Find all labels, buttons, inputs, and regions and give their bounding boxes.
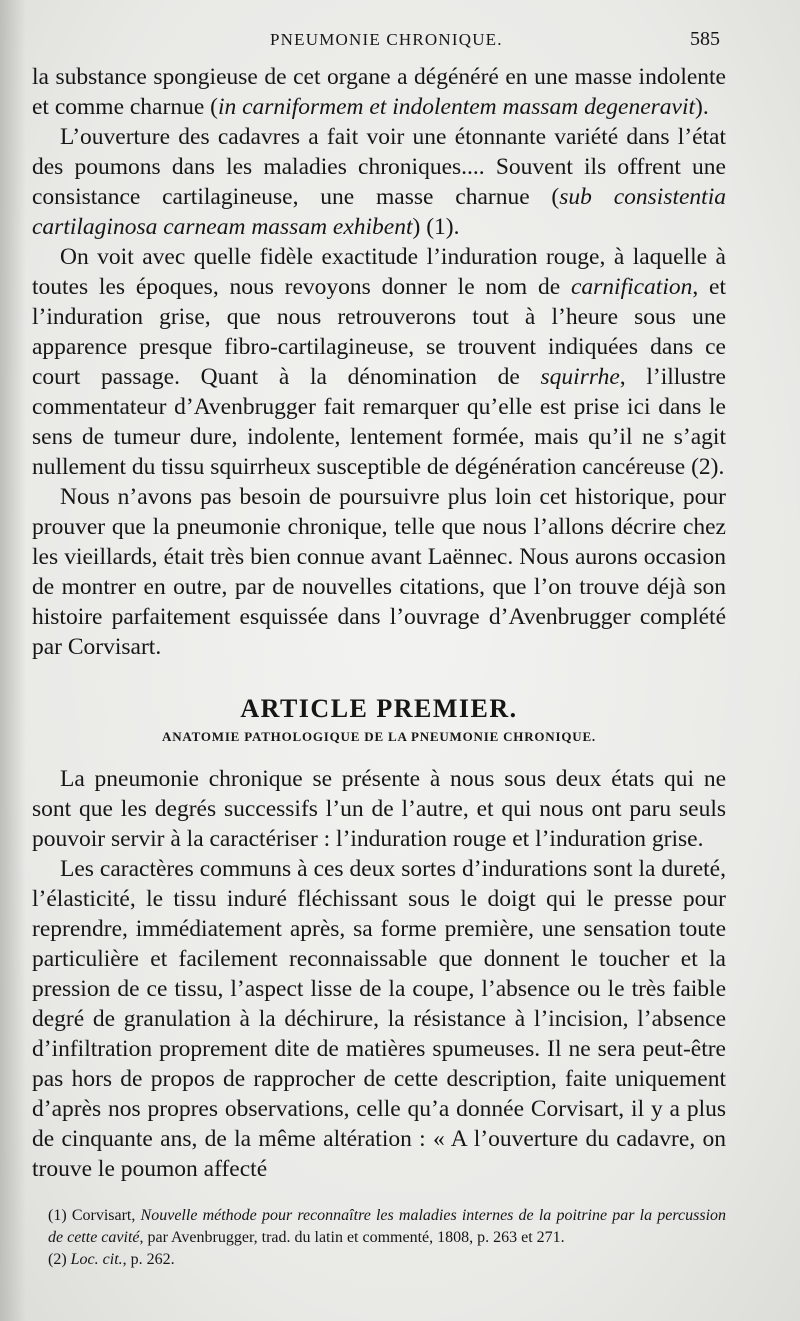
footnote-text: , p. 262. (122, 1251, 175, 1268)
running-head (270, 30, 720, 56)
article-heading: ARTICLE PREMIER. (240, 694, 518, 723)
footnote-title: Nouvelle méthode pour reconnaître les maladies internes de la poitrine par la percussion de cette cavité (48, 1207, 727, 1246)
footnotes (48, 1205, 726, 1271)
paragraph-5: La pneumonie chronique se présente à nous sous deux états qui ne sont que les degrés successifs l’un de l’autre, et qui nous ont paru seuls pouvoir servir à la caractériser : l’induration rouge et l’induration grise. (32, 766, 726, 852)
paragraph-3 (32, 242, 726, 482)
page-gutter-shadow (0, 0, 26, 1321)
paragraph-1 (32, 62, 726, 122)
footnote-marker: (2) (48, 1251, 71, 1268)
body-text (32, 62, 726, 1184)
text-run: la substance spongieuse de cet organe a dégénéré en une masse indolente et comme charnue ( (32, 64, 726, 120)
italic-term: squirrhe (540, 364, 620, 390)
latin-quote: sub consistentia cartilaginosa carneam massam exhibent (32, 184, 726, 240)
text-run: ) (1). (412, 214, 460, 240)
latin-quote: in carniformem et indolentem massam degeneravit (217, 94, 696, 120)
footnote-2 (48, 1249, 726, 1271)
page-number: 585 (690, 28, 720, 50)
footnote-title: Loc. cit. (70, 1251, 123, 1268)
text-run: , et l’induration grise, que nous retrouverons tout à l’heure sous une apparence presque fibro-cartilagineuse, se trouvent indiquées dans ce court passage. Quant à la dénomination de (32, 274, 727, 390)
section-heading: ANATOMIE PATHOLOGIQUE DE LA PNEUMONIE CHRONIQUE. (162, 729, 596, 744)
text-run: , l’illustre commentateur d’Avenbrugger fait remarquer qu’elle est prise ici dans le sens de tumeur dure, indolente, lentement formée, mais qu’il ne s’agit nullement du tissu squirrheux susceptible de dégénération cancéreuse (2). (32, 364, 726, 480)
footnote-1 (48, 1205, 726, 1249)
footnote-marker: (1) Corvisart, (48, 1207, 141, 1224)
text-run: L’ouverture des cadavres a fait voir une étonnante variété dans l’état des poumons dans les maladies chroniques.... Souvent ils offrent une consistance cartilagineuse, une masse charnue ( (32, 124, 726, 210)
footnote-text: , par Avenbrugger, trad. du latin et commenté, 1808, p. 263 et 271. (139, 1229, 565, 1246)
paragraph-4: Nous n’avons pas besoin de poursuivre plus loin cet historique, pour prouver que la pneumonie chronique, telle que nous l’allons décrire chez les vieillards, était très bien connue avant Laënnec. Nous aurons occasion de montrer en outre, par de nouvelles citations, que l’on trouve déjà son histoire parfaitement esquissée dans l’ouvrage d’Avenbrugger complété par Corvisart. (32, 484, 726, 660)
paragraph-2 (32, 122, 726, 242)
paragraph-6: Les caractères communs à ces deux sortes d’indurations sont la dureté, l’élasticité, le tissu induré fléchissant sous le doigt qui le presse pour reprendre, immédiatement après, sa forme première, une sensation toute particulière et facilement reconnaissable que donnent le toucher et la pression de ce tissu, l’aspect lisse de la coupe, l’absence ou le très faible degré de granulation à la déchirure, la résistance à l’incision, l’absence d’infiltration proprement dite de matières spumeuses. Il ne sera peut-être pas hors de propos de rapprocher de cette description, faite uniquement d’après nos propres observations, celle qu’a donnée Corvisart, il y a plus de cinquante ans, de la même altération : « A l’ouverture du cadavre, on trouve le poumon affecté (32, 856, 726, 1182)
running-head-title: PNEUMONIE CHRONIQUE. (270, 30, 503, 49)
text-run: On voit avec quelle fidèle exactitude l’induration rouge, à laquelle à toutes les époques, nous revoyons donner le nom de (32, 244, 726, 300)
italic-term: carnification (570, 274, 693, 300)
text-run: ). (695, 94, 709, 120)
